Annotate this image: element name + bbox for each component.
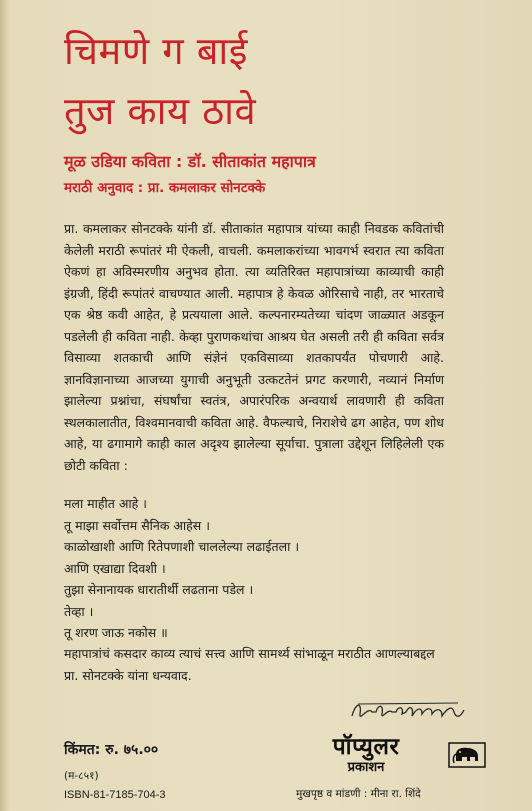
original-author-credit: मूळ उडिया कविता : डॉ. सीताकांत महापात्र — [64, 152, 316, 171]
translator-credit: मराठी अनुवाद : प्रा. कमलाकर सोनटक्के — [64, 180, 266, 196]
poem-line: आणि एखाद्या दिवशी । — [64, 560, 166, 576]
cover-design-credit: मुखपृष्ठ व मांडणी : मीना रा. शिंदे — [296, 788, 421, 800]
book-title-line-2: तुज काय ठावे — [64, 89, 257, 133]
poem-line: तेव्हा । — [64, 603, 94, 619]
publisher-logo — [296, 736, 436, 774]
poem-line: तुझा सेनानायक धारातीर्थी लढताना पडेल । — [64, 582, 254, 597]
thanks-text: महापात्रांचं कसदार काव्य त्याचं सत्त्व आणि सामर्थ्य सांभाळून मराठीत आणल्याबद्दल प्रा. सोनटक्के यांना धन्यवाद. — [64, 646, 435, 683]
blurb-paragraph — [64, 218, 444, 476]
price-label: किंमत: रु. ७५.०० — [64, 742, 159, 758]
catalog-code: (म-८५१) — [64, 770, 99, 782]
poem-excerpt — [64, 493, 299, 644]
blurb-text: प्रा. कमलाकर सोनटक्के यांनी डॉ. सीताकांत महापात्र यांच्या काही निवडक कवितांची केलेली मराठी रूपांतरं मी ऐकली, वाचली. कमलाकरांच्या भावगर्भ स्वरात त्या कविता ऐकणं हा अविस्मरणीय अनुभव होता. त्या व्यतिरिक्त महापात्रांच्या काव्याची काही इंग्रजी, हिंदी रूपांतरं वाचण्यात आली. महापात्र हे केवळ ओरिसाचे नाही, तर भारताचे एक श्रेष्ठ कवी आहेत, हे प्रत्ययाला आले. कल्पनारम्यतेच्या चांदण जाळ्यात अडकून पडलेली ही कविता नाही. केव्हा पुराणकथांचा आश्रय घेत असली तरी ही कविता सर्वत्र विसाव्या शतकाची आणि संज्ञेनं एकविसाव्या शतकापर्यंत पोचणारी आहे. ज्ञानविज्ञानाच्या आजच्या युगाची अनुभूती उत्कटतेनं प्रगट करणारी, नव्यानं निर्माण झालेल्या प्रश्नांचा, संघर्षांचा स्वतंत्र, अपारंपरिक अन्वयार्थ लावणारी ही कविता स्थलकालातीत, विश्वमानवाची कविता आहे. वैफल्याचे, निराशेचे ढग आहेत, पण शोध आहे, या ढगामागे काही काल अदृश्य झालेल्या सूर्याचा. पुत्राला उद्देशून लिहिलेली एक छोटी कविता : — [64, 221, 444, 473]
poem-line: मला माहीत आहे । — [64, 496, 147, 511]
publisher-name: पॉप्युलर — [332, 734, 400, 760]
poem-line: काळोखाशी आणि रितेपणाशी चाललेल्या लढाईतला । — [64, 539, 300, 554]
isbn-number: ISBN-81-7185-704-3 — [64, 789, 166, 801]
poem-line: तू शरण जाऊ नकोस ॥ — [64, 625, 168, 640]
book-title-line-1: चिमणे ग बाई — [64, 29, 248, 73]
poem-line: तू माझा सर्वोत्तम सैनिक आहेस । — [64, 517, 210, 533]
signature-image — [348, 698, 468, 728]
elephant-icon — [448, 742, 486, 768]
publisher-subtitle: प्रकाशन — [347, 760, 385, 775]
